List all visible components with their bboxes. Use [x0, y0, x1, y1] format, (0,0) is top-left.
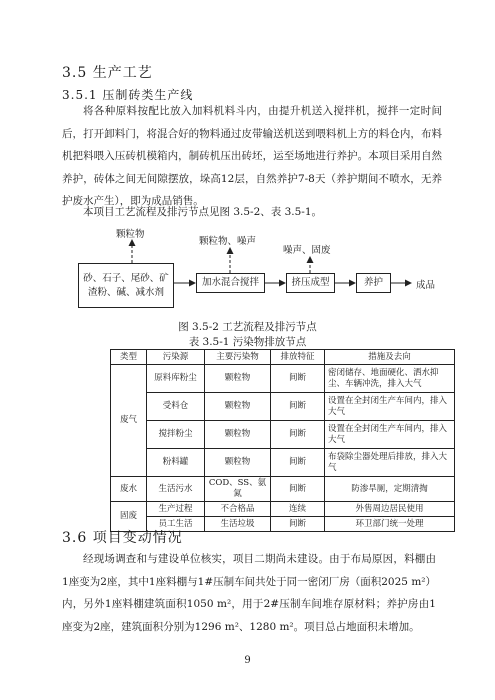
cell-source: 原料库粉尘 — [147, 365, 205, 393]
cell-pollutant: COD、SS、氨氮 — [205, 477, 271, 502]
section2-heading: 3.6 项目变动情况 — [62, 530, 183, 546]
header-emission-feature: 排放特征 — [271, 350, 325, 365]
raw-materials-box: 砂、石子、尾砂、矿渣粉、碱、减水剂 — [78, 263, 174, 308]
table-row — [111, 449, 455, 477]
table-row — [111, 393, 455, 421]
cell-pollutant: 颗粒物 — [205, 421, 271, 449]
header-pollutant: 主要污染物 — [205, 350, 271, 365]
project-change-paragraph: 经现场调查和与建设单位核实，项目二期尚未建设。由于布局原因，料棚由1座变为2座，其中1座料棚与1#压制车间共处于同一密闭厂房（面积2025 m²）内，另外1座料棚建筑面积1050 m²，用于2#压制车间堆存原材料；养护房由1座变为2座，建筑面积分别为1296 m²、1280 m²。项目总占地面积未增加。 — [62, 553, 436, 633]
subsection-heading: 3.5.1 压制砖类生产线 — [62, 88, 194, 102]
header-source: 污染源 — [147, 350, 205, 365]
group-type-waste-gas: 废气 — [111, 365, 147, 477]
emission-mix-label: 颗粒物、噪声 — [199, 236, 257, 247]
table-row — [111, 421, 455, 449]
figure-caption: 图 3.5-2 工艺流程及排污节点 — [178, 321, 317, 333]
reference-paragraph: 本项目工艺流程及排污节点见图 3.5-2、表 3.5-1。 — [83, 206, 323, 218]
cell-pollutant: 不合格品 — [205, 502, 271, 517]
cell-feature: 间断 — [271, 477, 325, 502]
cell-feature: 间断 — [271, 421, 325, 449]
process-flow-diagram — [0, 0, 495, 330]
cell-measure: 防渗旱厕，定期清掏 — [325, 477, 455, 502]
cell-feature: 间断 — [271, 517, 325, 532]
page-number: 9 — [244, 655, 251, 666]
pollutant-table — [110, 349, 455, 532]
table-caption: 表 3.5-1 污染物排放节点 — [188, 336, 307, 348]
cell-source: 受料仓 — [147, 393, 205, 421]
header-type: 类型 — [111, 350, 147, 365]
table-row — [111, 365, 455, 393]
group-type-wastewater: 废水 — [111, 477, 147, 502]
cell-measure: 设置在全封闭生产车间内，排入大气 — [325, 421, 455, 449]
cell-measure: 布袋除尘器处理后排放，排入大气 — [325, 449, 455, 477]
table-row — [111, 477, 455, 502]
emission-raw-label: 颗粒物 — [116, 229, 145, 240]
cell-source: 搅拌粉尘 — [147, 421, 205, 449]
cell-measure: 设置在全封闭生产车间内，排入大气 — [325, 393, 455, 421]
product-label: 成品 — [416, 280, 436, 291]
cell-measure: 密闭储存、地面硬化、洒水抑尘、车辆冲洗，排入大气 — [325, 365, 455, 393]
cell-source: 生产过程 — [147, 502, 205, 517]
cell-measure: 外售周边居民使用 — [325, 502, 455, 517]
cell-feature: 间断 — [271, 449, 325, 477]
cell-feature: 间断 — [271, 393, 325, 421]
cell-pollutant: 生活垃圾 — [205, 517, 271, 532]
cell-feature: 连续 — [271, 502, 325, 517]
cell-source: 粉料罐 — [147, 449, 205, 477]
curing-step-box: 养护 — [356, 273, 391, 293]
cell-source: 生活污水 — [147, 477, 205, 502]
cell-pollutant: 颗粒物 — [205, 449, 271, 477]
table-row — [111, 502, 455, 517]
pollutant-table-wrapper — [110, 349, 455, 532]
cell-pollutant: 颗粒物 — [205, 365, 271, 393]
mixing-step-box: 加水混合搅拌 — [196, 273, 265, 293]
section-heading: 3.5 生产工艺 — [62, 65, 153, 81]
table-header-row — [111, 350, 455, 365]
emission-press-label: 噪声、固废 — [283, 245, 331, 256]
group-type-solid-waste: 固废 — [111, 502, 147, 532]
cell-source: 员工生活 — [147, 517, 205, 532]
cell-feature: 间断 — [271, 365, 325, 393]
process-paragraph: 将各种原料按配比放入加料机料斗内，由提升机送入搅拌机，搅拌一定时间后，打开卸料门，将混合好的物料通过皮带输送机送到喂料机上方的料仓内，布料机把料喂入压砖机模箱内，制砖机压出砖坯，运至场地进行养护。本项目采用自然养护，砖体之间无间隙摆放，垛高12层，自然养护7-8天（养护期间不喷水，无养护废水产生），即为成品销售。 — [62, 105, 442, 207]
header-measures: 措施及去向 — [325, 350, 455, 365]
pressing-step-box: 挤压成型 — [286, 273, 335, 293]
cell-pollutant: 颗粒物 — [205, 393, 271, 421]
cell-measure: 环卫部门统一处理 — [325, 517, 455, 532]
